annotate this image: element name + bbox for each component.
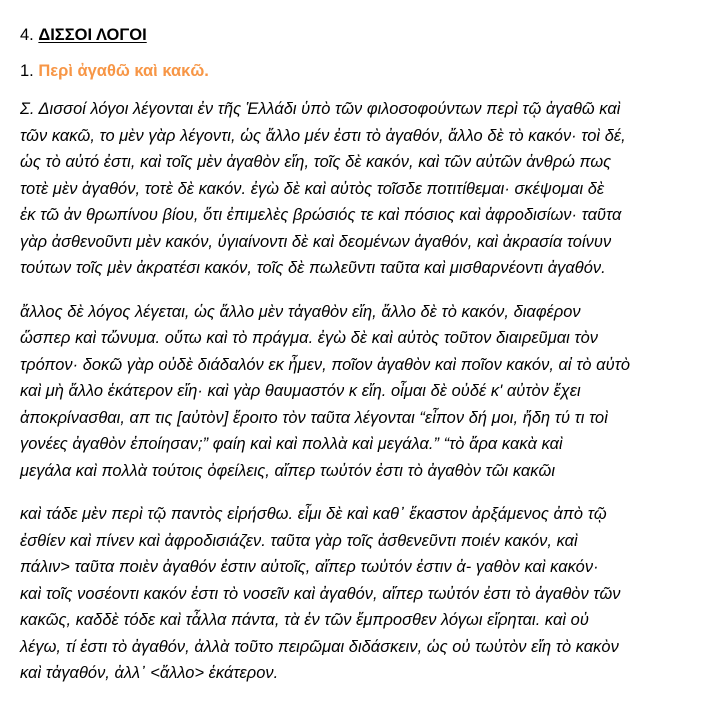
- text-line: ὡς τὸ αὐτό ἐστι, καὶ τοῖς μὲν ἀγαθὸν εἴη, τοῖς δὲ κακόν, καὶ τῶν αὐτῶν ἀνθρώ πως: [20, 153, 612, 171]
- text-line: τοτὲ μὲν ἀγαθόν, τοτὲ δὲ κακόν. ἐγὼ δὲ καὶ αὐτὸς τοῖσδε ποτιτίθεμαι· σκέψομαι δὲ: [20, 179, 605, 198]
- text-line: καὶ τοῖς νοσέοντι κακόν ἐστι τὸ νοσεῖν καὶ ἀγαθόν, αἴπερ τωὐτόν ἐστι τὸ ἀγαθὸν τῶν: [20, 584, 621, 603]
- section-heading: [20, 24, 690, 46]
- text-line: τούτων τοῖς μὲν ἀκρατέσι κακόν, τοῖς δὲ πωλεῦντι ταῦτα καὶ μισθαρνέοντι ἀγαθόν.: [20, 259, 606, 277]
- text-line: καὶ τάδε μὲν περὶ τῷ παντὸς εἰρήσθω. εἶμι δὲ καὶ καθ᾽ ἕκαστον ἀρξάμενος ἀπὸ τῷ: [20, 505, 607, 523]
- text-line: γονέες ἀγαθὸν ἐποίησαν;” φαίη καὶ καὶ πολλὰ καὶ μεγάλα.” “τὸ ἄρα κακὰ καὶ: [20, 435, 563, 453]
- text-line: τῶν κακῶ, το μὲν γὰρ λέγοντι, ὡς ἄλλο μέν ἐστι τὸ ἀγαθόν, ἄλλο δὲ τὸ κακόν· τοὶ δέ,: [20, 126, 626, 145]
- text-line: ἀποκρίνασθαι, απ τις [αὐτὸν] ἔροιτο τὸν ταῦτα λέγονται “εἶπον δή μοι, ἤδη τύ τι τοὶ: [20, 408, 608, 427]
- text-line: Σ. Δισσοί λόγοι λέγονται ἐν τῆς Ἑλλάδι ὑπὸ τῶν φιλοσοφούντων περὶ τῷ ἀγαθῶ καὶ: [20, 100, 621, 118]
- paragraph-2: [20, 299, 690, 485]
- section-title: ΔΙΣΣΟΙ ΛΟΓΟΙ: [38, 26, 147, 44]
- text-line: ἄλλος δὲ λόγος λέγεται, ὡς ἄλλο μὲν τἀγαθὸν εἴη, ἄλλο δὲ τὸ κακόν, διαφέρον: [20, 302, 581, 321]
- text-line: κακῶς, καδδὲ τόδε καὶ τἆλλα πάντα, τὰ ἐν τῶν ἔμπροσθεν λόγωι εἴρηται. καὶ οὐ: [20, 611, 589, 629]
- text-line: καὶ μὴ ἄλλο ἑκάτερον εἴη· καὶ γὰρ θαυμαστόν κ εἴη. οἶμαι δὲ οὐδέ κ' αὐτὸν ἔχει: [20, 382, 581, 400]
- text-line: ἐσθίεν καὶ πίνεν καὶ ἀφροδισιάζεν. ταῦτα γὰρ τοῖς ἀσθενεῦντι ποιέν κακόν, καὶ: [20, 531, 578, 550]
- text-line: πάλιν> ταῦτα ποιὲν ἀγαθόν ἐστιν αὐτοῖς, αἴπερ τωὐτόν ἐστιν ἀ- γαθὸν καὶ κακόν·: [20, 558, 599, 576]
- subsection-number: 1.: [20, 62, 34, 80]
- paragraph-3: [20, 501, 690, 687]
- text-line: γὰρ ἀσθενοῦντι μὲν κακόν, ὑγιαίνοντι δὲ καὶ δεομένων ἀγαθόν, καὶ ἀκρασία τοίνυν: [20, 232, 612, 251]
- text-line: ὥσπερ καὶ τὤνυμα. οὕτω καὶ τὸ πράγμα. ἐγὼ δὲ καὶ αὐτὸς τοῦτον διαιρεῦμαι τὸν: [20, 329, 599, 347]
- text-line: τρόπον· δοκῶ γὰρ οὐδὲ διάδαλόν εκ ἦμεν, ποῖον ἀγαθὸν καὶ ποῖον κακόν, αἰ τὸ αὐτὸ: [20, 355, 630, 374]
- subsection-heading: [20, 60, 690, 82]
- text-line: καὶ τἀγαθόν, ἀλλ᾽ <ἄλλο> ἑκάτερον.: [20, 664, 279, 682]
- text-line: λέγω, τί ἐστι τὸ ἀγαθόν, ἀλλὰ τοῦτο πειρῶμαι διδάσκειν, ὡς οὐ τωὐτὸν εἴη τὸ κακὸν: [20, 637, 619, 656]
- text-line: μεγάλα καὶ πολλὰ τούτοις ὀφείλεις, αἴπερ τωὐτόν ἐστι τὸ ἀγαθὸν τῶι κακῶι: [20, 461, 556, 480]
- text-line: ἐκ τῶ ἀν θρωπίνου βίου, ὅτι ἐπιμελὲς βρώσιός τε καὶ πόσιος καὶ ἀφροδισίων· ταῦτα: [20, 206, 622, 224]
- paragraph-1: [20, 96, 690, 282]
- section-number: 4.: [20, 26, 34, 44]
- subsection-title: Περὶ ἀγαθῶ καὶ κακῶ.: [38, 62, 209, 80]
